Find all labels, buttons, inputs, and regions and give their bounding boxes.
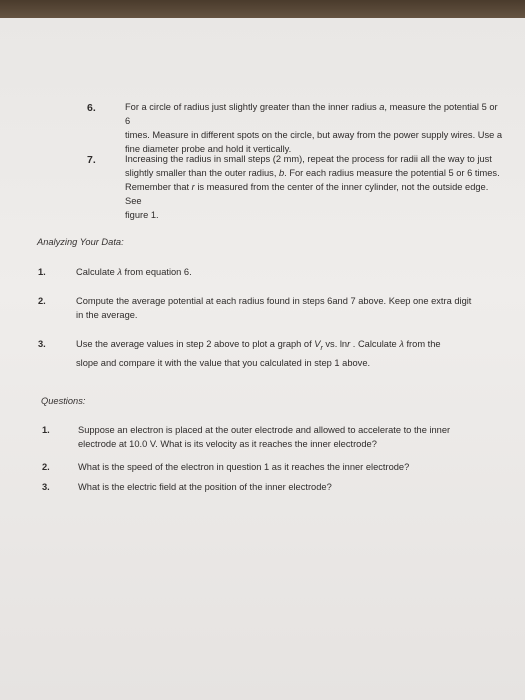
step-6-number: 6. — [87, 102, 96, 114]
step-7-line-3: Remember that r is measured from the center of the inner cylinder, not the outside edge. See — [125, 182, 489, 206]
analyzing-item-1-text: Calculate λ from equation 6. — [76, 267, 192, 277]
analyzing-item-2-number: 2. — [38, 296, 46, 306]
question-1-line-2: electrode at 10.0 V. What is its velocity as it reaches the inner electrode? — [78, 439, 377, 449]
analyzing-item-3-line-2: slope and compare it with the value that you calculated in step 1 above. — [76, 357, 371, 368]
question-1-number: 1. — [42, 425, 50, 435]
step-7-line-1: Increasing the radius in small steps (2 mm), repeat the process for radii all the way to just — [125, 154, 492, 164]
analyzing-item-2-line-1: Compute the average potential at each radius found in steps 6and 7 above. Keep one extra digit — [76, 296, 472, 306]
analyzing-item-3-line-1: Use the average values in step 2 above to plot a graph of $V_r$ vs. lnr . Calculate λ from the — [76, 339, 441, 352]
analyzing-item-3-text — [76, 337, 496, 370]
step-7-line-4: figure 1. — [125, 210, 159, 220]
question-2-number: 2. — [42, 462, 50, 472]
question-2-text: What is the speed of the electron in question 1 as it reaches the inner electrode? — [78, 462, 410, 472]
step-6-text — [125, 100, 505, 156]
step-7-line-2: slightly smaller than the outer radius, b. For each radius measure the potential 5 or 6 times. — [125, 168, 500, 178]
step-6-line-2: times. Measure in different spots on the circle, but away from the power supply wires. Use a — [125, 130, 503, 140]
document-page — [0, 18, 525, 700]
analyzing-heading: Analyzing Your Data: — [37, 237, 124, 247]
questions-heading: Questions: — [41, 396, 86, 406]
step-6-line-1: For a circle of radius just slightly greater than the inner radius a, measure the potential 5 or 6 — [125, 102, 498, 126]
analyzing-item-1-number: 1. — [38, 267, 46, 277]
step-7-text — [125, 152, 505, 222]
question-3-text: What is the electric field at the position of the inner electrode? — [78, 482, 332, 492]
analyzing-item-3-number: 3. — [38, 339, 46, 349]
step-6-line-3: fine diameter probe and hold it vertically. — [125, 144, 292, 154]
step-7-number: 7. — [87, 154, 96, 166]
question-1-text — [78, 423, 498, 451]
question-3-number: 3. — [42, 482, 50, 492]
analyzing-item-2-line-2: in the average. — [76, 310, 138, 320]
analyzing-item-2-text — [76, 294, 506, 322]
question-1-line-1: Suppose an electron is placed at the outer electrode and allowed to accelerate to the inner — [78, 425, 451, 435]
